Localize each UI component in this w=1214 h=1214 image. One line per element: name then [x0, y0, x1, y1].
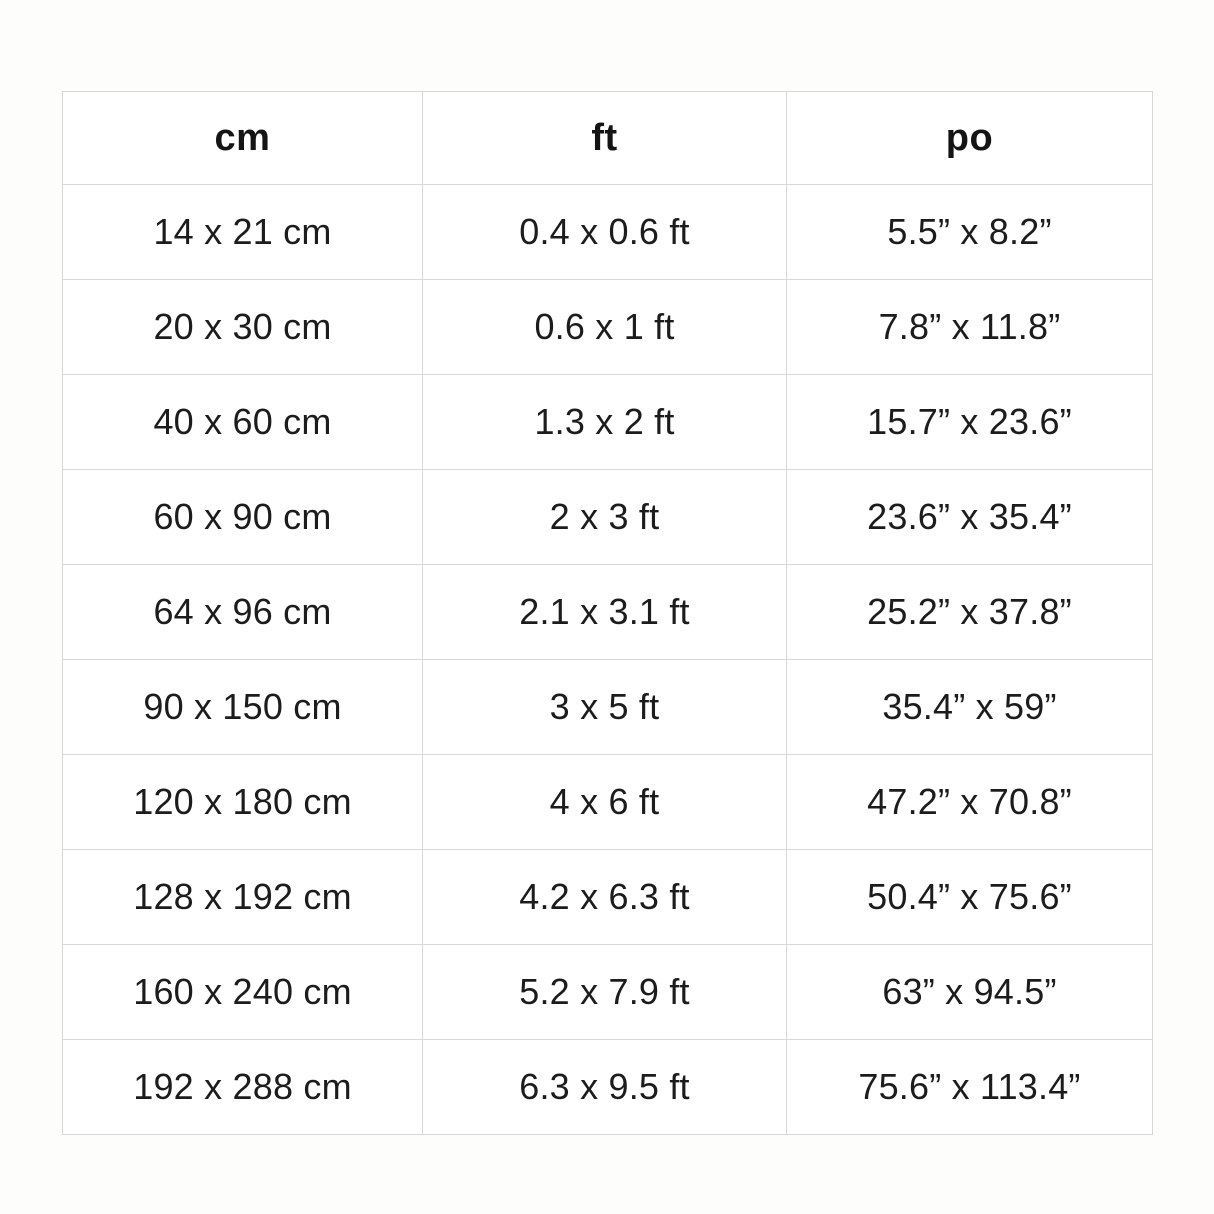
- cell-ft: 0.6 x 1 ft: [423, 280, 787, 375]
- cell-ft: 2 x 3 ft: [423, 470, 787, 565]
- cell-cm: 40 x 60 cm: [63, 375, 423, 470]
- cell-po: 35.4” x 59”: [787, 660, 1153, 755]
- cell-ft: 0.4 x 0.6 ft: [423, 185, 787, 280]
- table-row: [63, 185, 1153, 280]
- cell-po: 75.6” x 113.4”: [787, 1040, 1153, 1135]
- cell-po: 50.4” x 75.6”: [787, 850, 1153, 945]
- cell-po: 5.5” x 8.2”: [787, 185, 1153, 280]
- cell-ft: 2.1 x 3.1 ft: [423, 565, 787, 660]
- table-row: [63, 660, 1153, 755]
- cell-cm: 64 x 96 cm: [63, 565, 423, 660]
- column-header-cm: cm: [63, 92, 423, 185]
- cell-cm: 90 x 150 cm: [63, 660, 423, 755]
- cell-cm: 120 x 180 cm: [63, 755, 423, 850]
- cell-po: 7.8” x 11.8”: [787, 280, 1153, 375]
- table-header-row: [63, 92, 1153, 185]
- table-row: [63, 1040, 1153, 1135]
- size-conversion-table: [62, 91, 1153, 1135]
- cell-cm: 60 x 90 cm: [63, 470, 423, 565]
- table-row: [63, 850, 1153, 945]
- table-row: [63, 945, 1153, 1040]
- table-row: [63, 565, 1153, 660]
- cell-ft: 5.2 x 7.9 ft: [423, 945, 787, 1040]
- cell-po: 23.6” x 35.4”: [787, 470, 1153, 565]
- table-row: [63, 470, 1153, 565]
- cell-ft: 6.3 x 9.5 ft: [423, 1040, 787, 1135]
- cell-po: 15.7” x 23.6”: [787, 375, 1153, 470]
- cell-po: 63” x 94.5”: [787, 945, 1153, 1040]
- cell-ft: 3 x 5 ft: [423, 660, 787, 755]
- size-conversion-table-wrapper: [62, 91, 1152, 1117]
- cell-cm: 128 x 192 cm: [63, 850, 423, 945]
- cell-cm: 14 x 21 cm: [63, 185, 423, 280]
- table-row: [63, 375, 1153, 470]
- table-row: [63, 755, 1153, 850]
- table-body: [63, 185, 1153, 1135]
- table-row: [63, 280, 1153, 375]
- cell-ft: 4.2 x 6.3 ft: [423, 850, 787, 945]
- cell-ft: 1.3 x 2 ft: [423, 375, 787, 470]
- cell-ft: 4 x 6 ft: [423, 755, 787, 850]
- table-header: [63, 92, 1153, 185]
- cell-po: 47.2” x 70.8”: [787, 755, 1153, 850]
- column-header-po: po: [787, 92, 1153, 185]
- cell-po: 25.2” x 37.8”: [787, 565, 1153, 660]
- column-header-ft: ft: [423, 92, 787, 185]
- cell-cm: 192 x 288 cm: [63, 1040, 423, 1135]
- cell-cm: 160 x 240 cm: [63, 945, 423, 1040]
- cell-cm: 20 x 30 cm: [63, 280, 423, 375]
